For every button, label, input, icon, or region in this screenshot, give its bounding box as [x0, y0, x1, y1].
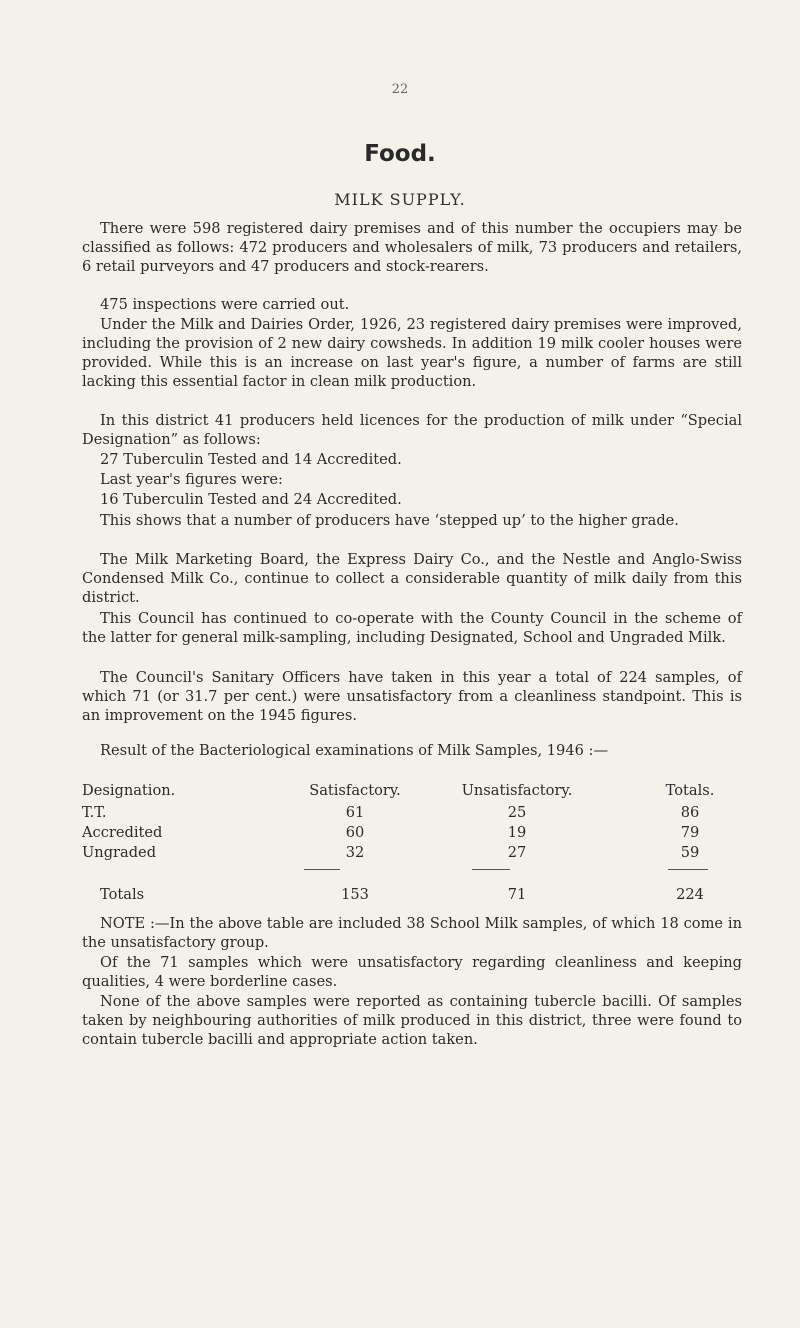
note-tubercle: None of the above samples were reported as containing tubercle bacilli. Of samples taken by neighbouring authorities of milk produced in this district, three were found to contain tubercle bacilli and appropriate action taken. [82, 993, 742, 1048]
cell-designation: Ungraded [82, 844, 157, 861]
section-subtitle: MILK SUPPLY. [334, 190, 466, 209]
paragraph-milk-collection: The Milk Marketing Board, the Express Dairy Co., and the Nestle and Anglo-Swiss Condensed Milk Co., continue to collect a considerable quantity of milk daily from this district. [82, 551, 742, 606]
section-title: Food. [364, 141, 436, 167]
divider-line [304, 869, 340, 870]
results-table [82, 781, 762, 907]
paragraph-last-year-label: Last year's figures were: [100, 471, 283, 488]
paragraph-stepped-up: This shows that a number of producers have ‘stepped up’ to the higher grade. [100, 512, 679, 529]
table-row [82, 803, 762, 823]
cell-unsatisfactory: 19 [507, 824, 527, 841]
table-caption: Result of the Bacteriological examinations of Milk Samples, 1946 :— [100, 742, 609, 759]
cell-total: 86 [680, 804, 700, 821]
paragraph-inspections: 475 inspections were carried out. [100, 296, 350, 313]
divider-line [668, 869, 708, 870]
paragraph-last-year-licences: 16 Tuberculin Tested and 24 Accredited. [100, 491, 402, 508]
totals-grand: 224 [676, 886, 704, 903]
page-number: 22 [391, 82, 409, 97]
cell-satisfactory: 61 [345, 804, 365, 821]
header-totals: Totals. [665, 782, 715, 799]
paragraph-samples-total: The Council's Sanitary Officers have taken in this year a total of 224 samples, of which 71 (or 31.7 per cent.) were unsatisfactory from a cleanliness standpoint. This is an improvement on the 1945 figures. [82, 669, 742, 724]
table-row [82, 843, 762, 885]
table-totals-row [82, 885, 762, 907]
cell-satisfactory: 60 [345, 824, 365, 841]
totals-label: Totals [100, 886, 145, 903]
paragraph-county-sampling: This Council has continued to co-operate with the County Council in the scheme of the latter for general milk-sampling, including Designated, School and Ungraded Milk. [82, 610, 742, 646]
note-borderline: Of the 71 samples which were unsatisfactory regarding cleanliness and keeping qualities, 4 were borderline cases. [82, 954, 742, 990]
cell-unsatisfactory: 25 [507, 804, 527, 821]
table-row [82, 823, 762, 843]
cell-total: 79 [680, 824, 700, 841]
header-unsatisfactory: Unsatisfactory. [461, 782, 573, 799]
divider-line [472, 869, 510, 870]
header-satisfactory: Satisfactory. [309, 782, 401, 799]
table-header-row [82, 781, 762, 803]
note-school-milk: NOTE :—In the above table are included 38 School Milk samples, of which 18 come in the unsatisfactory group. [82, 915, 742, 951]
header-designation: Designation. [82, 782, 176, 799]
paragraph-dairies-order: Under the Milk and Dairies Order, 1926, 23 registered dairy premises were improved, including the provision of 2 new dairy cowsheds. In addition 19 milk cooler houses were provided. While this is an increase on last year's figure, a number of farms are still lacking this essential factor in clean milk production. [82, 316, 742, 390]
cell-unsatisfactory: 27 [507, 844, 527, 861]
paragraph-registered-premises: There were 598 registered dairy premises and of this number the occupiers may be classified as follows: 472 producers and wholesalers of milk, 73 producers and retailers, 6 retail purveyors and 47 producers and stock-rearers. [82, 220, 742, 275]
cell-designation: T.T. [82, 804, 107, 821]
totals-satisfactory: 153 [341, 886, 369, 903]
paragraph-current-licences: 27 Tuberculin Tested and 14 Accredited. [100, 451, 402, 468]
cell-designation: Accredited [82, 824, 163, 841]
cell-satisfactory: 32 [345, 844, 365, 861]
totals-unsatisfactory: 71 [507, 886, 527, 903]
paragraph-special-designation: In this district 41 producers held licences for the production of milk under “Special Designation” as follows: [82, 412, 742, 448]
cell-total: 59 [680, 844, 700, 861]
